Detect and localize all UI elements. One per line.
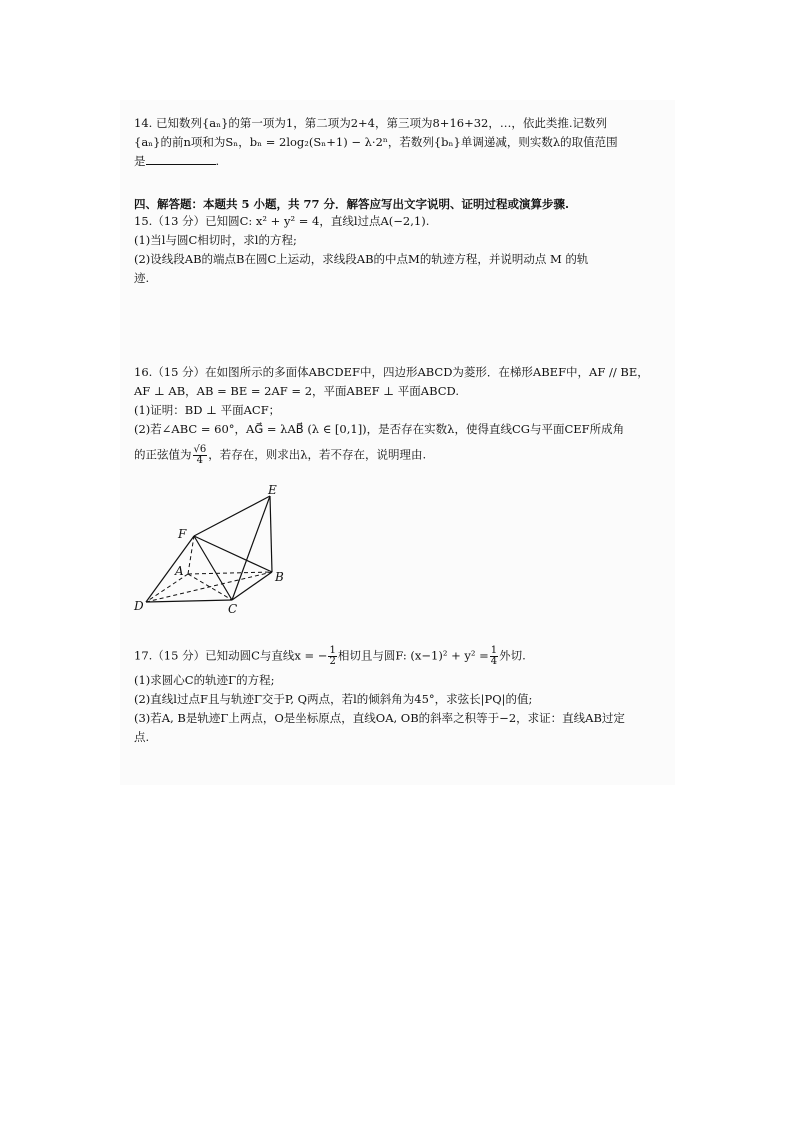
q14-line-2: {aₙ}的前n项和为Sₙ，bₙ = 2log₂(Sₙ+1) − λ·2ⁿ，若数列{bₙ}单调递减，则实数λ的取值范围 xyxy=(134,135,618,149)
label-D: D xyxy=(134,599,144,613)
sine-fraction: $\frac{√6}{4}$ xyxy=(193,444,207,466)
label-F: F xyxy=(178,527,187,541)
question-14 xyxy=(134,114,618,171)
question-17 xyxy=(134,646,625,747)
answer-blank xyxy=(146,152,216,165)
q16-line-1: 16.（15 分）在如图所示的多面体ABCDEF中，四边形ABCD为菱形．在梯形ABEF中，AF // BE， xyxy=(134,365,649,379)
q16-line-3: (1)证明：BD ⊥ 平面ACF； xyxy=(134,403,281,417)
question-15 xyxy=(134,212,588,288)
q14-line-1: 14. 已知数列{aₙ}的第一项为1，第二项为2+4，第三项为8+16+32，…，依此类推.记数列 xyxy=(134,116,608,130)
q14-line-3: 是 . xyxy=(134,154,220,168)
q17-line-4: (3)若A, B是轨迹Γ上两点，O是坐标原点，直线OA, OB的斜率之积等于−2，求证：直线AB过定 xyxy=(134,711,625,725)
label-C: C xyxy=(228,602,238,616)
section-4-heading: 四、解答题：本题共 5 小题，共 77 分．解答应写出文字说明、证明过程或演算步骤. xyxy=(134,197,570,211)
question-16 xyxy=(134,363,649,466)
label-A: A xyxy=(175,564,184,578)
label-B: B xyxy=(275,570,284,584)
q17-line-2: (1)求圆心C的轨迹Γ的方程; xyxy=(134,673,275,687)
q16-line-2: AF ⊥ AB，AB = BE = 2AF = 2，平面ABEF ⊥ 平面ABCD. xyxy=(134,384,460,398)
q15-line-4: 迹. xyxy=(134,271,150,285)
q17-line-3: (2)直线l过点F且与轨迹Γ交于P, Q两点，若l的倾斜角为45°，求弦长|PQ|的值; xyxy=(134,692,533,706)
fraction-one-half: $\frac{1}{2}$ xyxy=(329,645,336,667)
q16-line-5: 的正弦值为 $\frac{√6}{4}$ ，若存在，则求出λ，若不存在，说明理由. xyxy=(134,444,427,466)
q15-line-3: (2)设线段AB的端点B在圆C上运动，求线段AB的中点M的轨迹方程，并说明动点 M 的轨 xyxy=(134,252,589,266)
q17-line-1: 17.（15 分）已知动圆C与直线x = − $\frac{1}{2}$ 相切且与圆F: (x−1)² + y² = $\frac{1}{4}$ 外切. xyxy=(134,645,526,667)
fraction-one-quarter: $\frac{1}{4}$ xyxy=(490,645,498,667)
polyhedron-figure xyxy=(128,482,288,617)
label-E: E xyxy=(268,483,277,497)
q17-line-5: 点. xyxy=(134,730,150,744)
q15-line-2: (1)当l与圆C相切时，求l的方程; xyxy=(134,233,297,247)
q15-line-1: 15.（13 分）已知圆C: x² + y² = 4，直线l过点A(−2,1). xyxy=(134,214,430,228)
q16-line-4: (2)若∠ABC = 60°，AG⃗ = λAB⃗ (λ ∈ [0,1])，是否存在实数λ，使得直线CG与平面CEF所成角 xyxy=(134,422,625,436)
